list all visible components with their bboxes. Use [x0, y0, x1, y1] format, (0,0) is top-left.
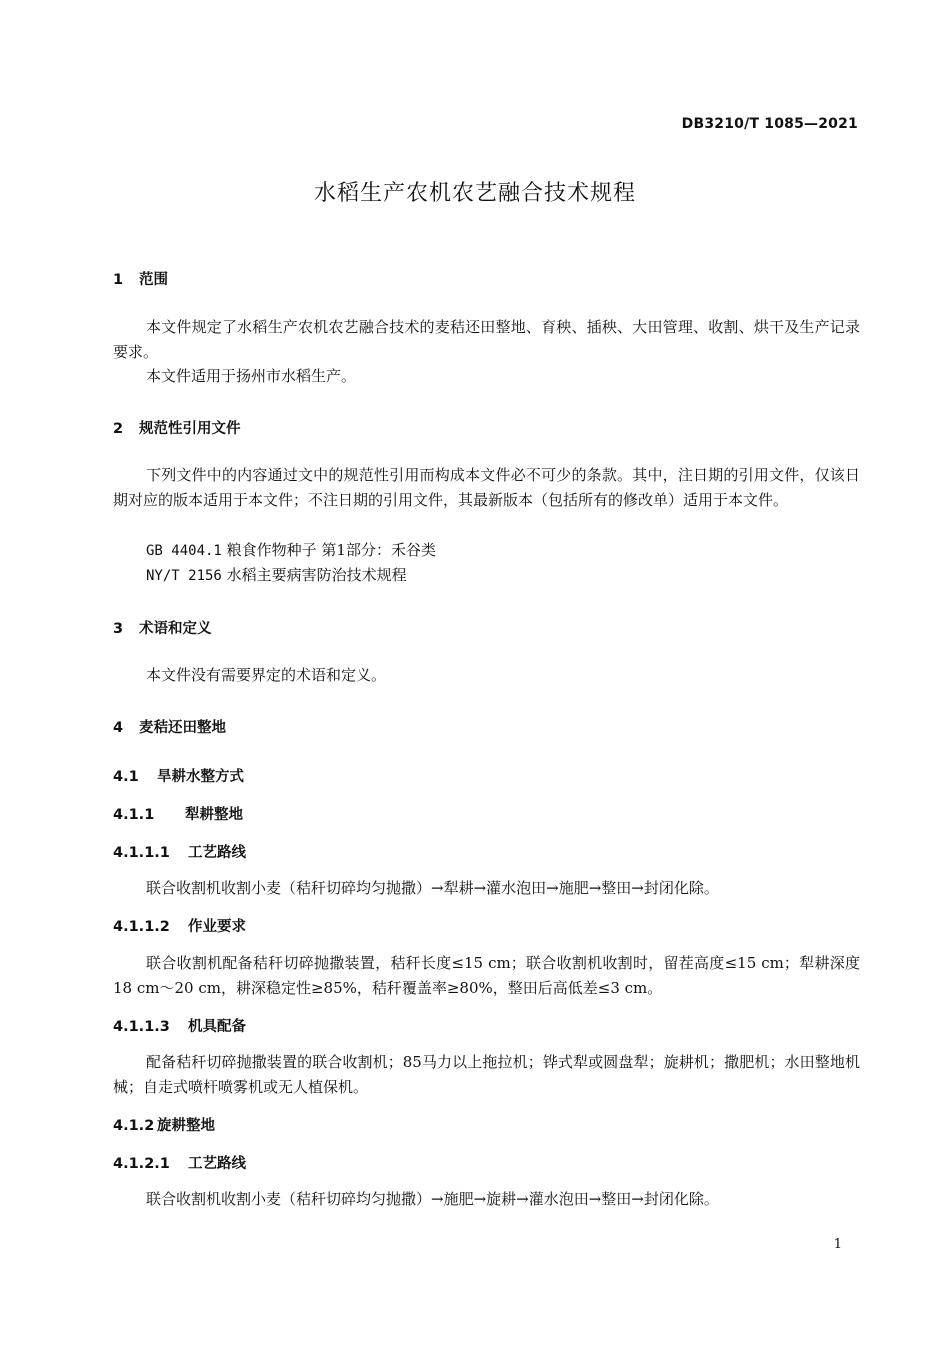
reference-title: 粮食作物种子 第1部分：禾谷类: [226, 541, 436, 559]
section-4-1-1-1-paragraph: 联合收割机收割小麦（秸秆切碎均匀抛撒）→犁耕→灌水泡田→施肥→整田→封闭化除。: [146, 879, 719, 897]
standard-code: DB3210/T 1085—2021: [681, 116, 858, 132]
section-title: 术语和定义: [139, 621, 212, 637]
section-number: 4.1.1: [113, 807, 155, 823]
section-4-1-2-heading: [113, 1114, 215, 1135]
section-4-1-heading: [113, 765, 244, 786]
section-title: 作业要求: [188, 919, 246, 935]
document-title: 水稻生产农机农艺融合技术规程: [313, 181, 636, 206]
section-4-1-1-2-paragraph: 联合收割机配备秸秆切碎抛撒装置，秸秆长度≤15 cm；联合收割机收割时，留茬高度≤15 cm；犁耕深度18 cm～20 cm，耕深稳定性≥85%，秸秆覆盖率≥80%，整田后高低差≤3 cm。: [113, 954, 860, 997]
reference-1: [146, 539, 436, 560]
section-4-1-2-1-paragraph: 联合收割机收割小麦（秸秆切碎均匀抛撒）→施肥→旋耕→灌水泡田→整田→封闭化除。: [146, 1190, 719, 1208]
section-4-heading: [113, 716, 226, 737]
section-number: 4.1.1.2: [113, 919, 170, 935]
page-number: 1: [833, 1237, 842, 1252]
section-4-1-1-3-paragraph: 配备秸秆切碎抛撒装置的联合收割机；85马力以上拖拉机；铧式犁或圆盘犁；旋耕机；撒肥机；水田整地机械；自走式喷杆喷雾机或无人植保机。: [113, 1053, 860, 1096]
reference-code: GB 4404.1: [146, 543, 222, 559]
section-3-paragraph: 本文件没有需要界定的术语和定义。: [146, 666, 387, 684]
section-4-1-1-heading: [113, 803, 243, 824]
section-number: 3: [113, 621, 124, 637]
section-1-paragraph-1: 本文件规定了水稻生产农机农艺融合技术的麦秸还田整地、育秧、插秧、大田管理、收割、烘干及生产记录要求。: [113, 318, 860, 361]
section-2-heading: [113, 417, 241, 438]
section-number: 1: [113, 272, 124, 288]
section-4-1-1-2-heading: [113, 915, 246, 936]
section-title: 旱耕水整方式: [157, 769, 244, 785]
section-title: 机具配备: [188, 1019, 246, 1035]
section-number: 2: [113, 421, 124, 437]
reference-title: 水稻主要病害防治技术规程: [226, 566, 407, 584]
section-title: 范围: [139, 272, 168, 288]
section-number: 4.1.1.1: [113, 845, 170, 861]
section-number: 4.1: [113, 769, 139, 785]
section-1-paragraph-2: 本文件适用于扬州市水稻生产。: [146, 367, 357, 385]
section-2-paragraph: 下列文件中的内容通过文中的规范性引用而构成本文件必不可少的条款。其中，注日期的引用文件，仅该日期对应的版本适用于本文件；不注日期的引用文件，其最新版本（包括所有的修改单）适用于本文件。: [113, 466, 860, 509]
section-number: 4.1.2: [113, 1118, 155, 1134]
section-title: 旋耕整地: [157, 1118, 215, 1134]
section-title: 麦秸还田整地: [139, 720, 226, 736]
section-title: 规范性引用文件: [139, 421, 241, 437]
reference-code: NY/T 2156: [146, 568, 222, 584]
section-4-1-2-1-heading: [113, 1152, 246, 1173]
section-title: 工艺路线: [188, 1156, 246, 1172]
section-4-1-1-1-heading: [113, 841, 246, 862]
section-title: 工艺路线: [188, 845, 246, 861]
section-title: 犁耕整地: [185, 807, 243, 823]
section-number: 4.1.1.3: [113, 1019, 170, 1035]
reference-2: [146, 564, 407, 585]
section-1-heading: [113, 268, 168, 289]
section-number: 4: [113, 720, 124, 736]
section-number: 4.1.2.1: [113, 1156, 170, 1172]
section-4-1-1-3-heading: [113, 1015, 246, 1036]
section-3-heading: [113, 617, 212, 638]
